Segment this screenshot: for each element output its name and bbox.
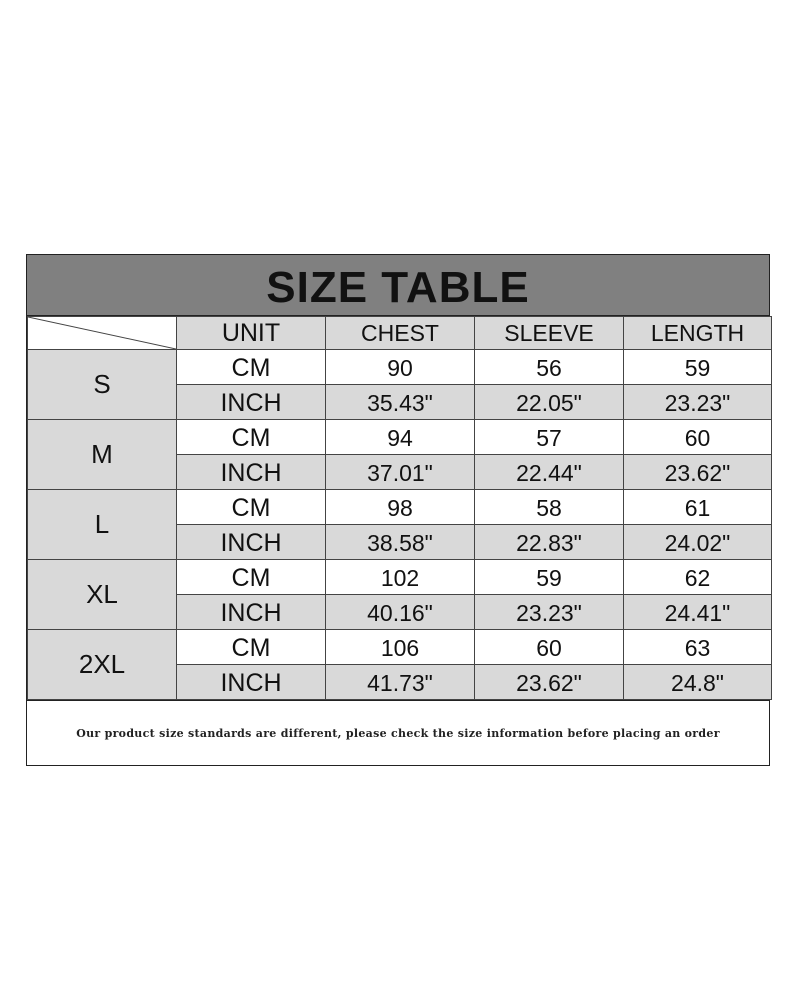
sleeve-cell: 56 xyxy=(475,350,624,385)
unit-cell: INCH xyxy=(177,525,326,560)
size-label: S xyxy=(28,350,177,420)
size-note: Our product size standards are different, please check the size information before placing an order xyxy=(76,726,720,740)
size-rows xyxy=(28,350,772,700)
sleeve-cell: 23.62" xyxy=(475,665,624,700)
chest-cell: 98 xyxy=(326,490,475,525)
chest-cell: 90 xyxy=(326,350,475,385)
length-cell: 60 xyxy=(624,420,772,455)
unit-cell: INCH xyxy=(177,665,326,700)
sleeve-cell: 22.05" xyxy=(475,385,624,420)
sleeve-cell: 60 xyxy=(475,630,624,665)
length-cell: 24.8" xyxy=(624,665,772,700)
chest-cell: 106 xyxy=(326,630,475,665)
length-cell: 23.23" xyxy=(624,385,772,420)
sleeve-cell: 22.83" xyxy=(475,525,624,560)
header-unit: UNIT xyxy=(177,317,326,350)
unit-cell: INCH xyxy=(177,455,326,490)
sleeve-cell: 23.23" xyxy=(475,595,624,630)
length-cell: 24.02" xyxy=(624,525,772,560)
unit-cell: CM xyxy=(177,490,326,525)
unit-cell: CM xyxy=(177,350,326,385)
note-area xyxy=(27,700,769,765)
header-sleeve: SLEEVE xyxy=(475,317,624,350)
length-cell: 24.41" xyxy=(624,595,772,630)
chest-cell: 41.73" xyxy=(326,665,475,700)
length-cell: 23.62" xyxy=(624,455,772,490)
table-row xyxy=(28,490,772,525)
length-cell: 62 xyxy=(624,560,772,595)
chest-cell: 35.43" xyxy=(326,385,475,420)
sleeve-cell: 59 xyxy=(475,560,624,595)
unit-cell: INCH xyxy=(177,595,326,630)
size-label: XL xyxy=(28,560,177,630)
table-row xyxy=(28,560,772,595)
table-row xyxy=(28,350,772,385)
sleeve-cell: 58 xyxy=(475,490,624,525)
table-title: SIZE TABLE xyxy=(266,263,530,312)
unit-cell: INCH xyxy=(177,385,326,420)
size-label: L xyxy=(28,490,177,560)
header-chest: CHEST xyxy=(326,317,475,350)
chest-cell: 38.58" xyxy=(326,525,475,560)
chest-cell: 40.16" xyxy=(326,595,475,630)
chest-cell: 102 xyxy=(326,560,475,595)
header-row xyxy=(28,317,772,350)
diagonal-line xyxy=(28,317,176,349)
unit-cell: CM xyxy=(177,420,326,455)
length-cell: 63 xyxy=(624,630,772,665)
corner-cell xyxy=(28,317,177,350)
unit-cell: CM xyxy=(177,630,326,665)
length-cell: 61 xyxy=(624,490,772,525)
chest-cell: 37.01" xyxy=(326,455,475,490)
size-table xyxy=(26,254,770,766)
table-row xyxy=(28,630,772,665)
table-row xyxy=(28,420,772,455)
size-chart xyxy=(27,316,772,700)
header-length: LENGTH xyxy=(624,317,772,350)
title-bar xyxy=(27,255,769,316)
chest-cell: 94 xyxy=(326,420,475,455)
sleeve-cell: 57 xyxy=(475,420,624,455)
length-cell: 59 xyxy=(624,350,772,385)
sleeve-cell: 22.44" xyxy=(475,455,624,490)
size-label: M xyxy=(28,420,177,490)
size-label: 2XL xyxy=(28,630,177,700)
unit-cell: CM xyxy=(177,560,326,595)
